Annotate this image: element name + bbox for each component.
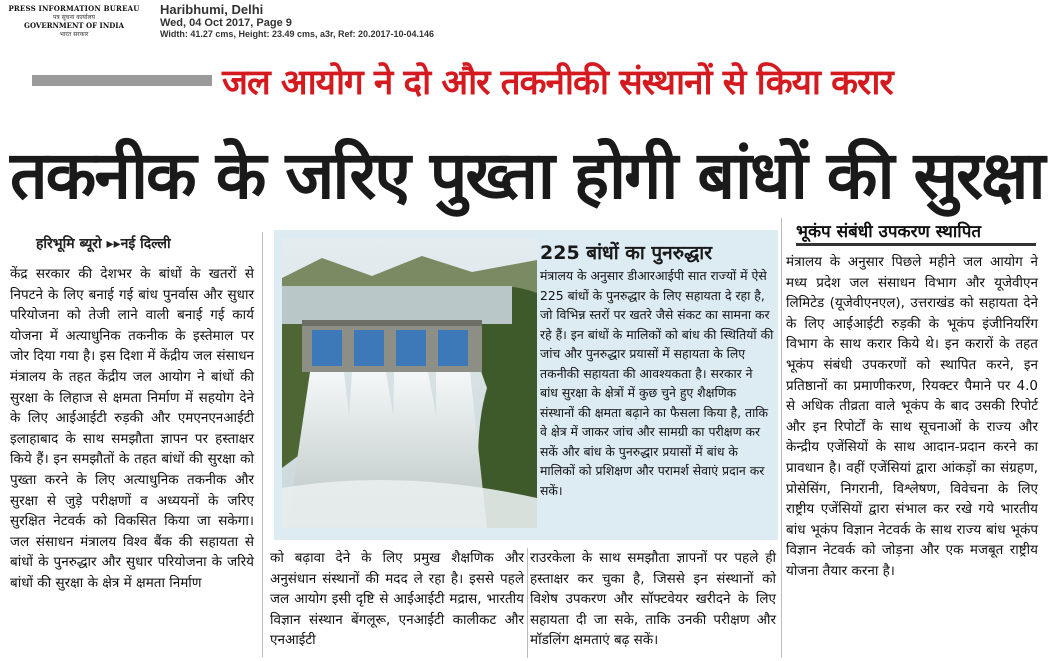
sidebar-subhead: भूकंप संबंधी उपकरण स्थापित bbox=[796, 219, 1036, 246]
article-kicker: जल आयोग ने दो और तकनीकी संस्थानों से किया करार bbox=[222, 63, 893, 103]
article-headline: तकनीक के जरिए पुख्ता होगी बांधों की सुरक्षा bbox=[10, 137, 1044, 214]
pib-logo-line1: PRESS INFORMATION BUREAU bbox=[8, 4, 140, 13]
column-separator bbox=[527, 548, 528, 658]
clipping-dimensions: Width: 41.27 cms, Height: 23.49 cms, a3r, Ref: 20.2017-10-04.146 bbox=[160, 29, 435, 39]
publication-name: Haribhumi, Delhi bbox=[160, 2, 264, 17]
dam-photo-illustration bbox=[282, 238, 537, 528]
article-column-2: को बढ़ावा देने के लिए प्रमुख शैक्षणिक और अनुसंधान संस्थानों की मदद ले रहा है। इससे पहले जल आयोग इसी दृष्टि से आईआईटी मद्रास, भारतीय विज्ञान संस्थान बेंगलूरू, एनआईटी कालीकट और एनआईटी bbox=[270, 550, 524, 649]
column-separator bbox=[781, 218, 782, 658]
pib-logo bbox=[8, 4, 140, 44]
publication-date-page: Wed, 04 Oct 2017, Page 9 bbox=[160, 17, 292, 29]
sidebar-text: मंत्रालय के अनुसार पिछले महीने जल आयोग ने मध्य प्रदेश जल संसाधन विभाग और यूजेवीएन लिमिटेड (यूजेवीएनएल), उत्तराखंड को सहायता देने के लिए आईआईटी रुड़की के भूकंप इंजीनियरिंग विभाग के साथ करार किये थे। इन करारों के तहत भूकंप संबंधी उपकरणों को स्थापित करने, इन प्रतिष्ठानों का प्रमाणीकरण, रियक्टर पैमाने पर 4.0 से अधिक तीव्रता वाले भूकंप के बाद उसकी रिपोर्ट और इन रिपोर्टों के साथ सूचनाओं के राज्य और केन्द्रीय एजेंसियों के साथ आदान-प्रदान करने का प्रावधान है। वहीं एजेंसियां द्वारा आंकड़ों का संग्रहण, प्रोसेसिंग, निगरानी, विश्लेषण, विवेचना के लिए राष्ट्रीय एजेंसियों द्वारा संभाल कर रखे गये भारतीय बांध भूकंप विज्ञान नेटवर्क के साथ राज्य बांध भूकंप विज्ञान नेटवर्क को जोड़ना और एक मजबूत राष्ट्रीय योजना तैयार करना है। bbox=[786, 254, 1038, 579]
clipping-metadata bbox=[160, 2, 434, 39]
dam-spillway-photo bbox=[282, 238, 537, 528]
article-column-3: राउरकेला के साथ समझौता ज्ञापनों पर पहले ही हस्ताक्षर कर चुका है, जिससे इन संस्थानों को विशेष उपकरण और सॉफ्टवेयर खरीदने के लिए सहायता दी जा सके, ताकि उनकी परीक्षण और मॉडलिंग क्षमताएं बढ़ सकें। bbox=[530, 550, 776, 649]
article-byline: हरिभूमि ब्यूरो ▸▸नई दिल्ली bbox=[36, 236, 171, 252]
box-title: 225 बांधों का पुनरुद्धार bbox=[540, 242, 712, 264]
box-text: मंत्रालय के अनुसार डीआरआईपी सात राज्यों में ऐसे 225 बांधों के पुनरुद्धार के लिए सहायता दे रहा है, जो विभिन्न स्तरों पर खतरे जैसे संकट का सामना कर रहे हैं। इन बांधों के मालिकों को बांध की स्थितियों की जांच और पुनरुद्धार प्रयासों में सहायता के लिए तकनीकी सहायता की आवश्यकता है। सरकार ने बांध सुरक्षा के क्षेत्रों में कुछ चुने हुए शैक्षणिक संस्थानों की क्षमता बढ़ाने का फैसला किया है, ताकि वे क्षेत्र में जाकर जांच और सामग्री का परीक्षण कर सकें और बांध के पुनरुद्धार प्रयासों में बांध के मालिकों को प्रशिक्षण और परामर्श सेवाएं प्रदान कर सकें। bbox=[540, 268, 774, 498]
pib-logo-line3: GOVERNMENT OF INDIA bbox=[23, 21, 125, 30]
pib-logo-line4: भारत सरकार bbox=[59, 31, 89, 38]
kicker-rule-bar bbox=[32, 75, 212, 86]
article-column-1: केंद्र सरकार की देशभर के बांधों के खतरों से निपटने के लिए बनाई गई बांध पुनर्वास और सुधार परियोजना को तेजी लाने वाली बनाई गई कार्य योजना में अत्याधुनिक तकनीक के इस्तेमाल पर जोर दिया गया है। इस दिशा में केंद्रीय जल संसाधन मंत्रालय के तहत केंद्रीय जल आयोग ने बांधों की सुरक्षा के लिहाज से क्षमता निर्माण में सहयोग देने के लिए आईआईटी रुड़की और एमएनएनआईटी इलाहाबाद के साथ समझौता ज्ञापन पर हस्ताक्षर किये हैं। इन समझौतों के तहत बांधों की सुरक्षा को पुख्ता करने के लिए अत्याधुनिक तकनीक और सुरक्षा से जुड़े परीक्षणों व अध्ययनों के जरिए सुरक्षित नेटवर्क को विकसित किया जा सकेगा। जल संसाधन मंत्रालय विश्व बैंक की सहायता से बांधों के पुनरुद्धार और सुधार परियोजना के जरिये बांधों की सुरक्षा के क्षेत्र में क्षमता निर्माण bbox=[10, 266, 254, 591]
column-separator bbox=[262, 232, 263, 657]
pib-logo-line2: पत्र सूचना कार्यालय bbox=[52, 14, 96, 21]
